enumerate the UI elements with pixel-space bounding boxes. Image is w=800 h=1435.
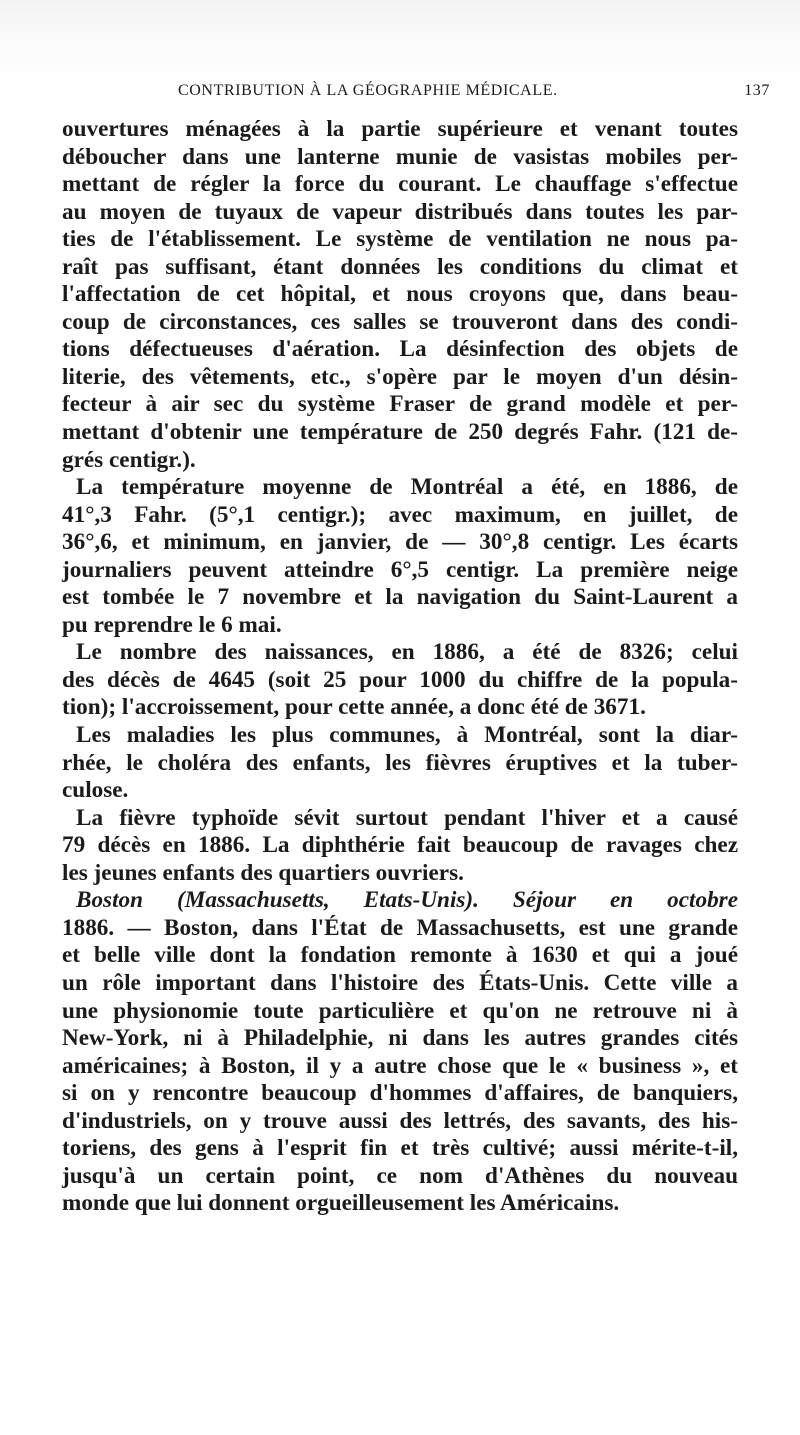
text-line: monde que lui donnent orgueilleusement les Américains. [62, 1190, 620, 1217]
text-line: toriens, des gens à l'esprit fin et très cultivé; aussi mérite-t-il, [62, 1135, 738, 1162]
text-line: tions défectueuses d'aération. La désinfection des objets de [62, 336, 738, 363]
text-line: New-York, ni à Philadelphie, ni dans les autres grandes cités [62, 1025, 738, 1052]
text-line: tion); l'accroissement, pour cette année, a donc été de 3671. [62, 694, 646, 721]
text-line [62, 887, 738, 915]
text-line: La température moyenne de Montréal a été, en 1886, de [76, 474, 738, 501]
text-line: culose. [62, 777, 129, 804]
text-line: les jeunes enfants des quartiers ouvriers. [62, 859, 464, 886]
text-line: 79 décès en 1886. La diphthérie fait beaucoup de ravages chez [62, 832, 738, 859]
text-line: pu reprendre le 6 mai. [62, 611, 282, 638]
text-line: raît pas suffisant, étant données les conditions du climat et [62, 253, 738, 280]
text-line: rhée, le choléra des enfants, les fièvres éruptives et la tuber- [62, 749, 738, 776]
text-line: une physionomie toute particulière et qu'on ne retrouve ni à [62, 997, 738, 1024]
text-line: des décès de 4645 (soit 25 pour 1000 du chiffre de la popula- [62, 666, 738, 693]
text-line: au moyen de tuyaux de vapeur distribués dans toutes les par- [62, 198, 738, 225]
text-line: journaliers peuvent atteindre 6°,5 centigr. La première neige [62, 556, 738, 583]
text-line: d'industriels, on y trouve aussi des lettrés, des savants, des his- [62, 1107, 738, 1134]
text-line: Les maladies les plus communes, à Montréal, sont la diar- [76, 722, 738, 749]
text-line: grés centigr.). [62, 446, 196, 473]
text-line: 1886. — Boston, dans l'État de Massachusetts, est une grande [62, 914, 738, 941]
text-line: américaines; à Boston, il y a autre chose que le « business », et [62, 1052, 738, 1079]
text-line: si on y rencontre beaucoup d'hommes d'affaires, de banquiers, [62, 1080, 738, 1107]
text-line: mettant de régler la force du courant. Le chauffage s'effectue [62, 171, 738, 198]
text-line: est tombée le 7 novembre et la navigation du Saint-Laurent a [62, 584, 738, 611]
text-line: 41°,3 Fahr. (5°,1 centigr.); avec maximum, en juillet, de [62, 501, 738, 528]
text-line: l'affectation de cet hôpital, et nous croyons que, dans beau- [62, 281, 738, 308]
text-line: ties de l'établissement. Le système de ventilation ne nous pa- [62, 226, 738, 253]
text-line: jusqu'à un certain point, ce nom d'Athènes du nouveau [62, 1162, 738, 1189]
text-line: fecteur à air sec du système Fraser de grand modèle et per- [62, 391, 738, 418]
text-line: La fièvre typhoïde sévit surtout pendant l'hiver et a causé [76, 804, 738, 831]
text-line: déboucher dans une lanterne munie de vasistas mobiles per- [62, 143, 738, 170]
text-line: coup de circonstances, ces salles se trouveront dans des condi- [62, 308, 738, 335]
text-line: mettant d'obtenir une température de 250 degrés Fahr. (121 de- [62, 419, 738, 446]
running-title: CONTRIBUTION À LA GÉOGRAPHIE MÉDICALE. [178, 82, 558, 99]
text-line: Le nombre des naissances, en 1886, a été de 8326; celui [76, 639, 738, 666]
text-line: et belle ville dont la fondation remonte à 1630 et qui a joué [62, 942, 738, 969]
text-line: 36°,6, et minimum, en janvier, de — 30°,8 centigr. Les écarts [62, 529, 738, 556]
text-line: un rôle important dans l'histoire des États-Unis. Cette ville a [62, 969, 738, 996]
italic-heading: Boston (Massachusetts, Etats-Unis). Séjour en octobre [76, 887, 738, 914]
text-line: ouvertures ménagées à la partie supérieure et venant toutes [62, 116, 738, 142]
page-number: 137 [744, 82, 770, 99]
body-text [62, 116, 738, 1218]
running-head [178, 82, 778, 104]
text-line: literie, des vêtements, etc., s'opère par le moyen d'un désin- [62, 363, 738, 390]
